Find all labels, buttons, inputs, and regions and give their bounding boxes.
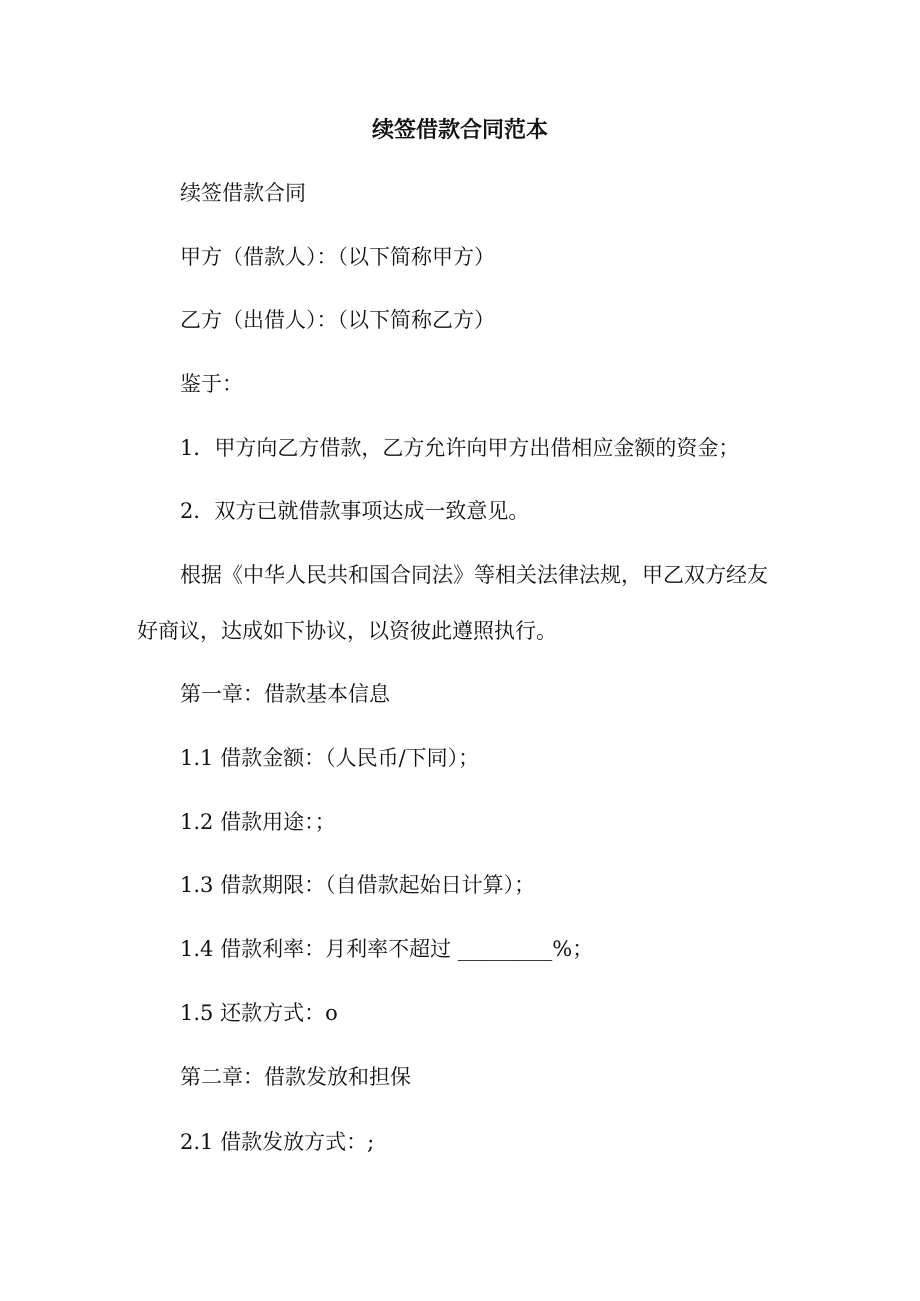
party-b-line: 乙方（出借人）：（以下简称乙方）	[180, 308, 495, 332]
party-a-line: 甲方（借款人）：（以下简称甲方）	[180, 245, 495, 269]
clause-1-1: 1.1 借款金额：（人民币/下同）；	[180, 746, 480, 770]
clause-1-2: 1.2 借款用途：；	[180, 810, 336, 834]
whereas-line: 鉴于：	[180, 372, 243, 396]
recital-1: 1．甲方向乙方借款，乙方允许向甲方出借相应金额的资金；	[180, 436, 740, 460]
document-title: 续签借款合同范本	[371, 118, 548, 143]
chapter-1-heading: 第一章：借款基本信息	[180, 682, 390, 706]
clause-2-1: 2.1 借款发放方式：;	[180, 1130, 375, 1154]
preamble-paragraph: 根据《中华人民共和国合同法》等相关法律法规，甲乙双方经友	[180, 563, 768, 587]
preamble-paragraph-cont: 好商议，达成如下协议，以资彼此遵照执行。	[137, 619, 557, 643]
clause-1-3: 1.3 借款期限：（自借款起始日计算）；	[180, 873, 536, 897]
clause-1-5: 1.5 还款方式：o	[180, 1001, 338, 1025]
chapter-2-heading: 第二章：借款发放和担保	[180, 1065, 411, 1089]
contract-heading: 续签借款合同	[180, 181, 306, 205]
recital-2: 2．双方已就借款事项达成一致意见。	[180, 499, 530, 523]
clause-1-4: 1.4 借款利率：月利率不超过 _________%；	[180, 937, 594, 961]
